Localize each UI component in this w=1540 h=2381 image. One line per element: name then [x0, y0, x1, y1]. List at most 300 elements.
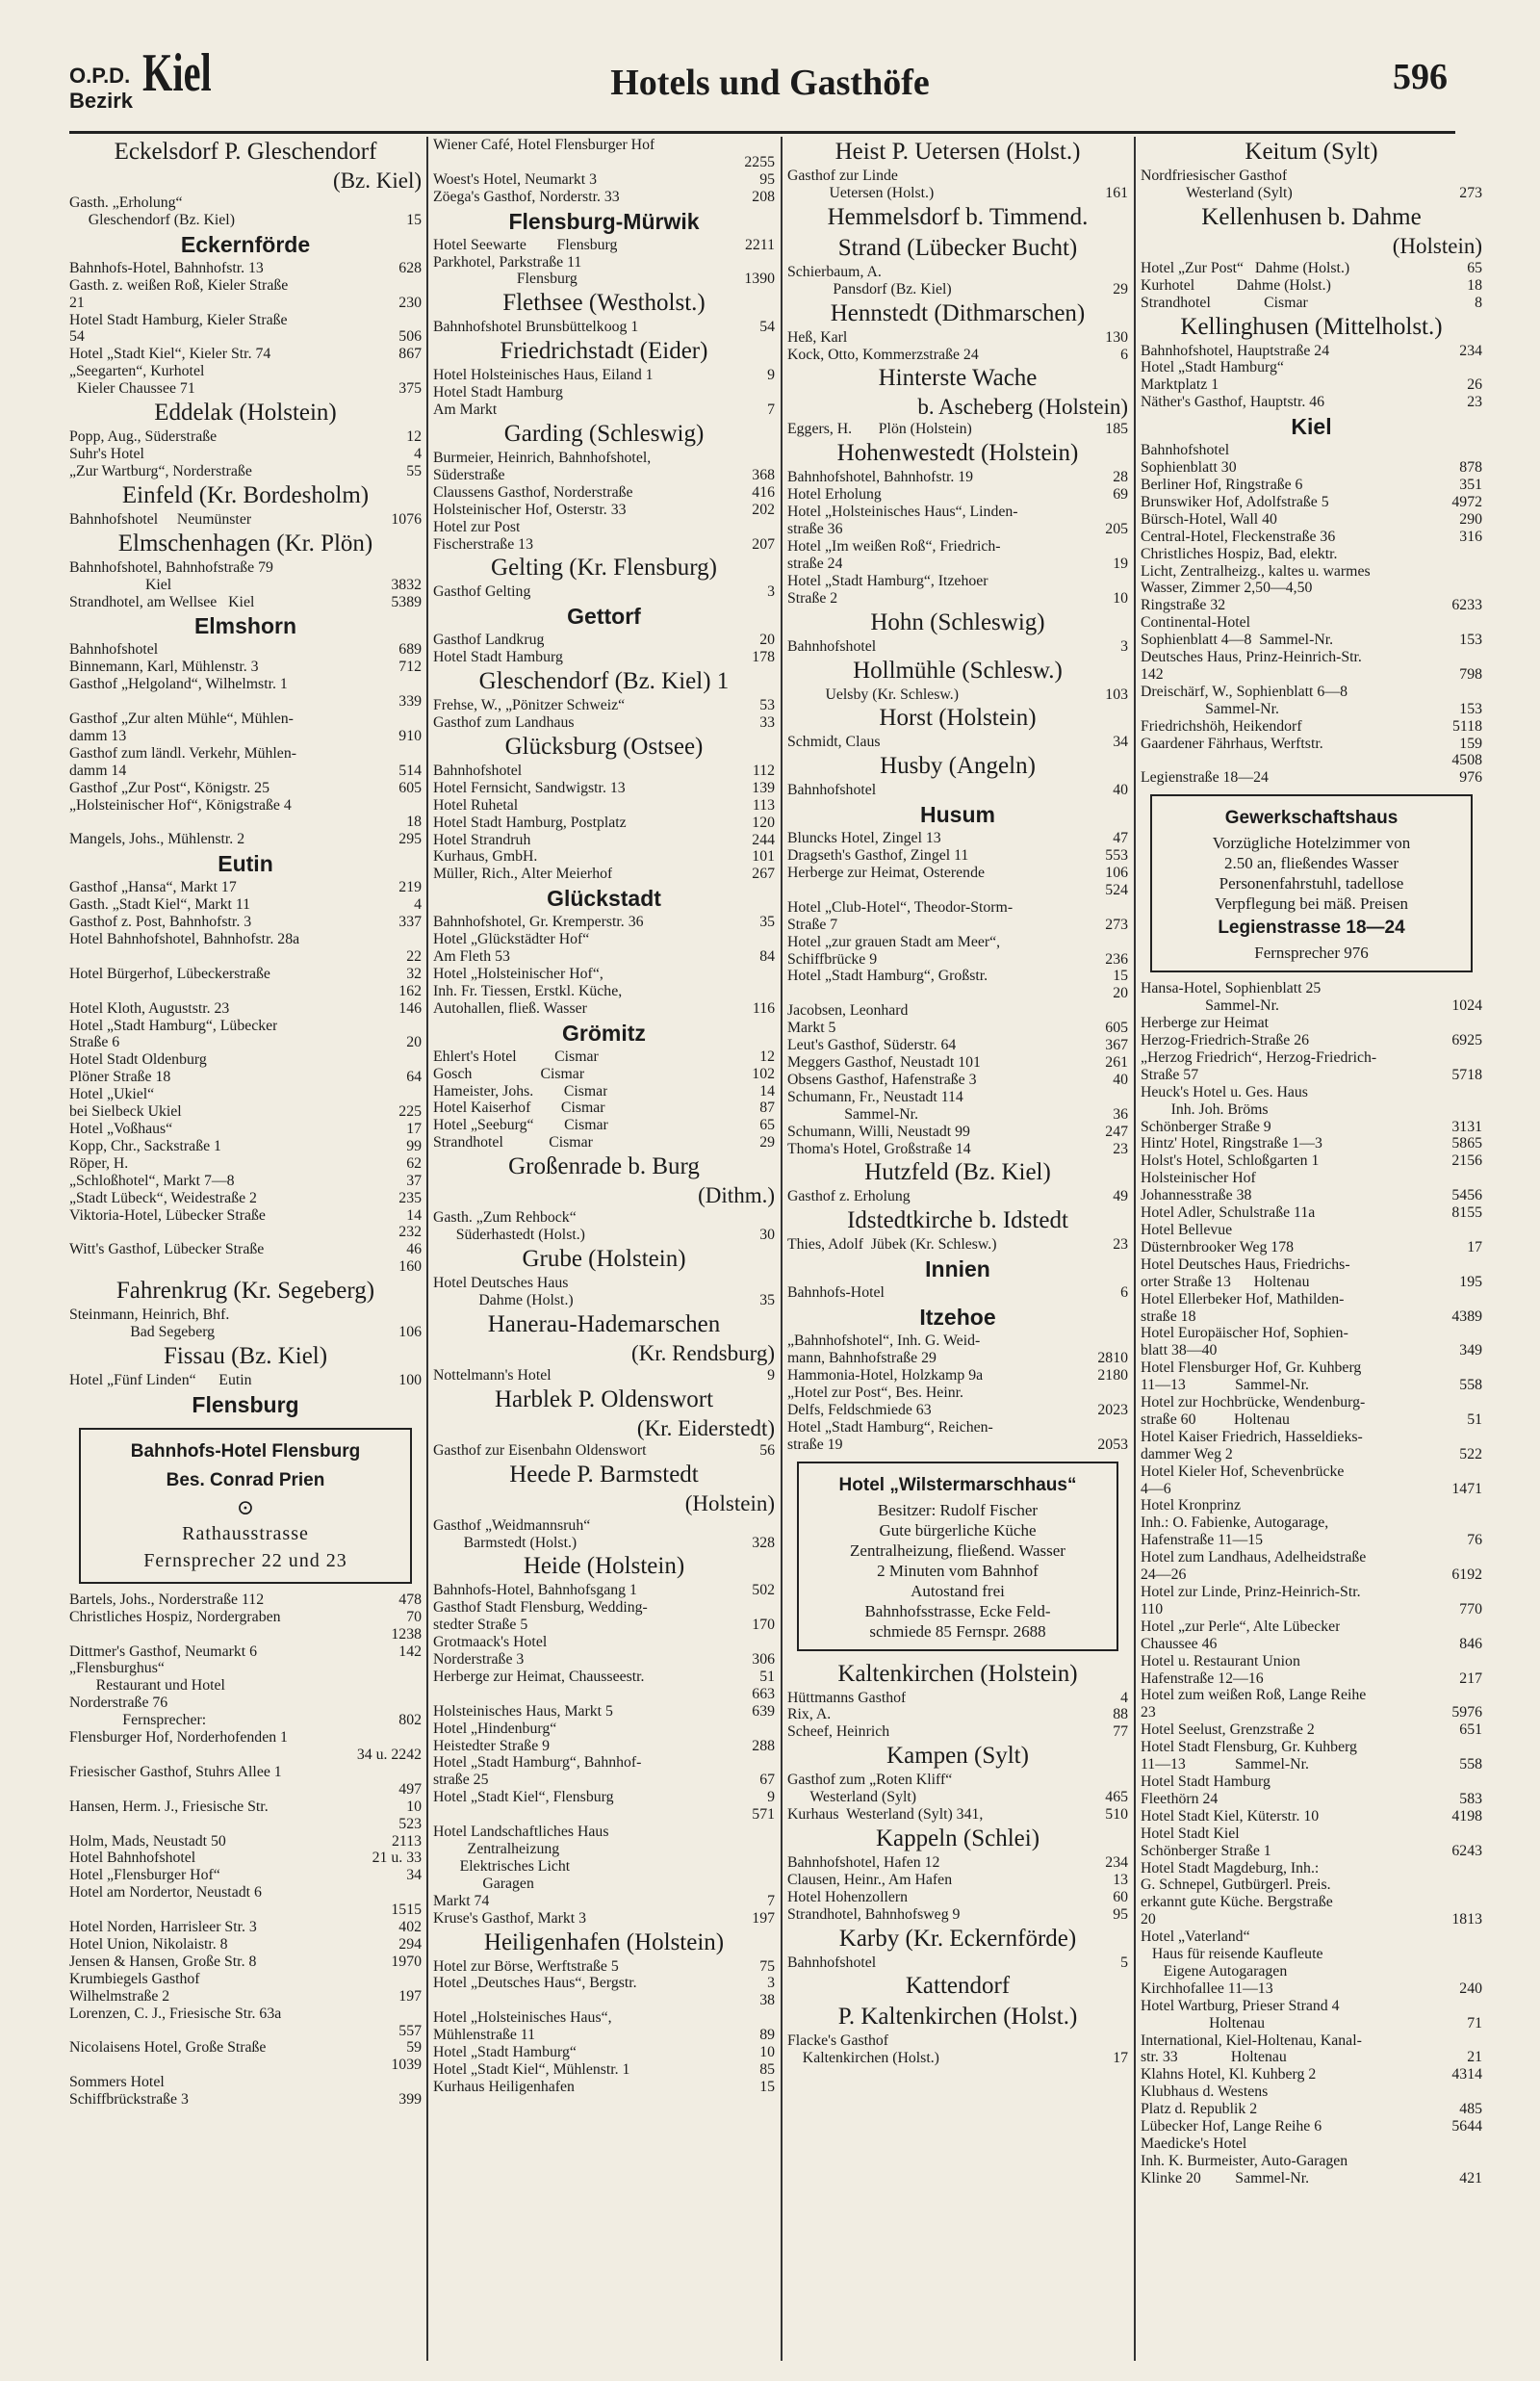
listing-entry [433, 1442, 775, 1460]
listing-entry [787, 847, 1128, 865]
listing-entry [69, 428, 422, 446]
listing-entry [1141, 1152, 1482, 1170]
listing-text: Gasthof „Helgoland“, Wilhelmstr. 1 [69, 676, 288, 693]
listing-text: Kopp, Chr., Sackstraße 1 [69, 1137, 221, 1154]
listing-text: Holsteinischer Hof, Osterstr. 33 [433, 501, 627, 518]
listing-entry [433, 1227, 775, 1244]
place-heading: Flensburg [192, 1391, 299, 1417]
ad-line: ⊙ [236, 1494, 255, 1519]
phone-number: 1471 [1451, 1480, 1482, 1497]
listing-text: Strandhotel, am Wellsee Kiel [69, 593, 255, 610]
listing-entry [1141, 752, 1482, 769]
listing-entry [69, 1884, 422, 1902]
phone-number: 4198 [1451, 1807, 1482, 1825]
phone-number: 62 [406, 1154, 422, 1172]
ad-line: Hotel „Wilstermarschhaus“ [838, 1474, 1077, 1495]
listing-text: Hotel Seelust, Grenzstraße 2 [1141, 1721, 1315, 1739]
listing-entry [433, 714, 775, 732]
phone-number: 37 [406, 1172, 422, 1189]
listing-entry [787, 1072, 1128, 1089]
listing-text: Hotel Stadt Flensburg, Gr. Kuhberg [1141, 1739, 1357, 1756]
listing-entry [787, 1020, 1128, 1037]
listing-text: Elektrisches Licht [433, 1857, 571, 1875]
phone-number: 51 [1467, 1410, 1482, 1428]
listing-text: Hotel „Hindenburg“ [433, 1720, 557, 1737]
place-heading: P. Kaltenkirchen (Holst.) [837, 2004, 1078, 2031]
listing-text: str. 33 Holtenau [1141, 2049, 1287, 2066]
listing-entry [1141, 701, 1482, 718]
listing-text: Hotel Bahnhofshotel, Bahnhofstr. 28a [69, 931, 300, 947]
phone-number: 2156 [1451, 1152, 1482, 1170]
listing-entry [1141, 376, 1482, 394]
listing-entry [69, 2057, 422, 2074]
page-title: Hotels und Gasthöfe [610, 63, 930, 103]
listing-text: Kieler Chaussee 71 [69, 380, 195, 398]
listing-text: Suhr's Hotel [69, 445, 144, 462]
listing-entry [433, 536, 775, 554]
listing-text: Licht, Zentralheizg., kaltes u. warmes [1141, 562, 1371, 580]
phone-number: 5644 [1451, 2118, 1482, 2135]
phone-number: 9 [767, 1789, 775, 1806]
listing-entry [433, 948, 775, 966]
phone-number: 605 [398, 779, 422, 796]
listing-text: Bahnhofshotel [787, 1954, 877, 1971]
listing-entry [787, 1188, 1128, 1205]
listing-entry [433, 1275, 775, 1292]
listing-entry [1141, 2032, 1482, 2050]
phone-number [1478, 980, 1482, 997]
listing-entry [787, 421, 1128, 438]
listing-entry [433, 367, 775, 384]
listing-entry [433, 1738, 775, 1755]
listing-text: Schmidt, Claus [787, 734, 881, 751]
phone-number: 36 [1113, 1105, 1128, 1123]
listing-text: Rix, A. [787, 1706, 832, 1723]
listing-text: Meggers Gasthof, Neustadt 101 [787, 1054, 981, 1071]
phone-number: 663 [752, 1685, 775, 1702]
phone-number: 240 [1459, 1980, 1482, 1997]
listing-text: „Bahnhofshotel“, Inh. G. Weid- [787, 1333, 981, 1350]
listing-entry [1141, 459, 1482, 477]
phone-number: 55 [406, 462, 422, 479]
listing-entry [69, 728, 422, 745]
phone-number: 465 [1105, 1789, 1128, 1806]
advertisement-box [797, 1462, 1118, 1651]
listing-text: Hotel „Holsteinischer Hof“, [433, 966, 603, 982]
phone-number: 29 [1113, 280, 1128, 298]
phone-number [1124, 504, 1128, 521]
phone-number: 1238 [391, 1625, 422, 1643]
phone-number: 95 [759, 170, 775, 188]
listing-entry [787, 882, 1128, 899]
phone-number: 162 [398, 982, 422, 999]
phone-number: 6 [1120, 1284, 1128, 1302]
listing-text: Sammel-Nr. [1141, 997, 1279, 1015]
phone-number: 416 [752, 483, 775, 501]
phone-number [771, 1275, 775, 1292]
listing-text: Gleschendorf (Bz. Kiel) [69, 211, 235, 228]
listing-entry [787, 1889, 1128, 1906]
listing-text: Hotel Norden, Harrisleer Str. 3 [69, 1919, 257, 1936]
listing-entry [433, 931, 775, 948]
listing-entry [433, 649, 775, 666]
phone-number [1478, 359, 1482, 376]
listing-entry [1141, 529, 1482, 546]
listing-text: Autohallen, fließ. Wasser [433, 999, 587, 1017]
phone-number: 146 [398, 999, 422, 1017]
phone-number [1478, 563, 1482, 581]
phone-number [418, 797, 422, 815]
place-subheading: (Bz. Kiel) [333, 168, 422, 193]
listing-entry [787, 968, 1128, 985]
listing-entry [69, 983, 422, 1000]
listing-entry [433, 1000, 775, 1018]
listing-entry [1141, 2083, 1482, 2101]
listing-text: Markt 74 [433, 1892, 490, 1909]
listing-text: Sophienblatt 4—8 Sammel-Nr. [1141, 632, 1334, 649]
listing-text: 54 [69, 328, 85, 346]
phone-number [418, 277, 422, 295]
listing-entry [787, 1385, 1128, 1402]
listing-text: „Zur Wartburg“, Norderstraße [69, 462, 252, 479]
phone-number: 2180 [1097, 1366, 1128, 1384]
phone-number: 195 [1459, 1273, 1482, 1290]
phone-number: 234 [1105, 1853, 1128, 1871]
listing-entry [1141, 1032, 1482, 1049]
listing-entry [1141, 2101, 1482, 2118]
listing-entry [69, 1867, 422, 1884]
phone-number [1478, 546, 1482, 563]
phone-number [771, 931, 775, 948]
listing-entry [433, 271, 775, 288]
phone-number [771, 1876, 775, 1893]
phone-number: 244 [752, 831, 775, 848]
listing-text: Hotel „Holsteinisches Haus“, Linden- [787, 504, 1018, 521]
listing-text: Straße 7 [787, 916, 838, 933]
listing-entry [433, 1367, 775, 1385]
listing-entry [1141, 277, 1482, 295]
listing-entry [1141, 1756, 1482, 1773]
listing-entry [433, 1703, 775, 1721]
listing-text: Hotel „Vaterland“ [1141, 1928, 1250, 1946]
phone-number: 4314 [1451, 2066, 1482, 2083]
phone-number [1478, 1963, 1482, 1980]
listing-text: Scheef, Heinrich [787, 1723, 890, 1741]
place-heading: Grömitz [562, 1020, 646, 1046]
phone-number: 18 [1467, 276, 1482, 294]
listing-entry [433, 1806, 775, 1824]
listing-text: Bahnhofs-Hotel [787, 1284, 885, 1302]
listing-entry [1141, 1256, 1482, 1274]
page-header [0, 0, 1540, 144]
listing-entry [433, 1772, 775, 1789]
listing-entry [787, 1419, 1128, 1436]
phone-number: 101 [752, 848, 775, 866]
listing-text: Parkhotel, Parkstraße 11 [433, 253, 582, 271]
phone-number: 294 [398, 1935, 422, 1953]
place-heading: Heede P. Barmstedt [509, 1461, 699, 1488]
listing-entry [1141, 1946, 1482, 1963]
phone-number [1478, 2032, 1482, 2050]
phone-number: 3832 [391, 576, 422, 593]
listing-text: Chaussee 46 [1141, 1635, 1218, 1652]
ad-line: Zentralheizung, fließend. Wasser [850, 1540, 1065, 1560]
listing-text: Bahnhofs-Hotel, Bahnhofstr. 13 [69, 259, 264, 276]
listing-text: Hotel Erholung [787, 486, 882, 504]
listing-entry [433, 1083, 775, 1100]
phone-number: 5 [1120, 1954, 1128, 1971]
listing-text: Thoma's Hotel, Großstraße 14 [787, 1140, 971, 1157]
place-heading: Gleschendorf (Bz. Kiel) 1 [478, 668, 730, 695]
listing-entry [69, 1799, 422, 1816]
phone-number: 142 [398, 1643, 422, 1660]
listing-text: Gasth. z. weißen Roß, Kieler Straße [69, 276, 289, 294]
phone-number: 867 [398, 346, 422, 363]
listing-text: orter Straße 13 Holtenau [1141, 1273, 1310, 1290]
phone-number [418, 1764, 422, 1781]
listing-entry [69, 896, 422, 914]
listing-text: Kiel [69, 576, 172, 593]
listing-text: Bahnhofshotel, Bahnhofstr. 19 [787, 469, 974, 486]
phone-number [771, 1517, 775, 1535]
listing-text: Hotel Holsteinisches Haus, Eiland 1 [433, 367, 654, 384]
listing-text: Inh. Fr. Tiessen, Erstkl. Küche, [433, 982, 623, 999]
phone-number: 5389 [391, 593, 422, 610]
phone-number: 46 [406, 1241, 422, 1258]
phone-number: 3 [767, 583, 775, 601]
listing-text: Bahnhofshotel [69, 641, 159, 659]
phone-number: 3 [767, 1975, 775, 1992]
phone-number: 514 [398, 762, 422, 779]
phone-number [418, 1018, 422, 1035]
phone-number: 18 [406, 814, 422, 831]
listing-entry [1141, 295, 1482, 312]
phone-number: 159 [1459, 735, 1482, 752]
listing-text: Hotel Bürgerhof, Lübeckerstraße [69, 965, 270, 982]
ad-line: Bes. Conrad Prien [166, 1469, 325, 1490]
place-subheading: (Dithm.) [698, 1183, 775, 1208]
listing-entry [69, 1712, 422, 1729]
phone-number: 54 [759, 319, 775, 336]
listing-entry [69, 1626, 422, 1643]
listing-text: Bad Segeberg [69, 1324, 216, 1341]
phone-number: 207 [752, 535, 775, 553]
listing-text: Gasth. „Zum Rehbock“ [433, 1209, 577, 1227]
listing-entry [787, 686, 1128, 704]
listing-entry [1141, 2015, 1482, 2032]
listing-entry [433, 1975, 775, 1992]
listing-text: Hotel zum Landhaus, Adelheidstraße [1141, 1549, 1367, 1566]
phone-number [418, 1307, 422, 1324]
listing-text: mann, Bahnhofstraße 29 [787, 1350, 937, 1367]
ad-line: 2.50 an, fließendes Wasser [1223, 854, 1399, 873]
phone-number: 261 [1105, 1054, 1128, 1071]
listing-entry [433, 1292, 775, 1309]
phone-number: 23 [1113, 1140, 1128, 1157]
listing-text: Platz d. Republik 2 [1141, 2101, 1258, 2118]
listing-entry [787, 1436, 1128, 1454]
listing-entry [69, 641, 422, 659]
listing-text: Näther's Gasthof, Hauptstr. 46 [1141, 394, 1325, 411]
listing-entry [433, 1048, 775, 1066]
phone-number: 4972 [1451, 493, 1482, 510]
phone-number: 202 [752, 501, 775, 518]
place-heading: Flensburg-Mürwik [508, 208, 700, 234]
listing-entry [1141, 511, 1482, 529]
ad-line: Bahnhofsstrasse, Ecke Feld- [864, 1601, 1051, 1620]
listing-entry [1141, 1325, 1482, 1342]
listing-entry [1141, 1584, 1482, 1601]
listing-text: Obsens Gasthof, Hafenstraße 3 [787, 1071, 977, 1088]
listing-text: Bahnhofshotel, Hauptstraße 24 [1141, 342, 1330, 359]
listing-entry [1141, 1015, 1482, 1032]
listing-text: Hotel Deutsches Haus, Friedrichs- [1141, 1255, 1350, 1273]
listing-entry [1141, 684, 1482, 701]
phone-number [1478, 1739, 1482, 1756]
phone-number: 6233 [1451, 597, 1482, 614]
listing-text: Dragseth's Gasthof, Zingel 11 [787, 847, 969, 865]
listing-text: Ehlert's Hotel Cismar [433, 1048, 599, 1065]
listing-entry [69, 594, 422, 611]
listing-entry [787, 1906, 1128, 1924]
phone-number: 5718 [1451, 1066, 1482, 1083]
listing-text: erkannt gute Küche. Bergstraße [1141, 1894, 1333, 1911]
listing-text: Hotel „Holsteinisches Haus“, [433, 2009, 612, 2027]
listing-text: Hotel „Stadt Hamburg“, Reichen- [787, 1418, 993, 1436]
listing-entry [787, 917, 1128, 934]
place-heading: Hohn (Schleswig) [870, 608, 1045, 635]
phone-number: 84 [759, 948, 775, 966]
listing-text: Fernsprecher: [69, 1712, 207, 1729]
listing-text: Hotel „Stadt Kiel“, Mühlenstr. 1 [433, 2060, 630, 2078]
listing-text: Nottelmann's Hotel [433, 1366, 552, 1384]
phone-number: 59 [406, 2039, 422, 2057]
listing-entry [787, 573, 1128, 590]
listing-entry [433, 1669, 775, 1686]
listing-text: Kirchhofallee 11—13 [1141, 1980, 1273, 1997]
phone-number [1478, 614, 1482, 632]
listing-text: Hotel Ruhetal [433, 796, 519, 814]
listing-entry [787, 1236, 1128, 1254]
listing-text: Legienstraße 18—24 [1141, 769, 1269, 787]
listing-text: Holm, Mads, Neustadt 50 [69, 1832, 226, 1850]
phone-number: 6192 [1451, 1566, 1482, 1584]
listing-text: Lorenzen, C. J., Friesische Str. 63a [69, 2005, 282, 2022]
phone-number: 34 u. 2242 [356, 1747, 422, 1763]
listing-entry [69, 966, 422, 983]
listing-text: Bahnhofshotel [787, 637, 877, 655]
listing-entry [433, 1582, 775, 1599]
listing-text: Gaardener Fährhaus, Werftstr. [1141, 735, 1323, 752]
phone-number: 802 [398, 1712, 422, 1729]
listing-entry [433, 1634, 775, 1651]
listing-text: Plöner Straße 18 [69, 1069, 171, 1086]
phone-number: 103 [1105, 686, 1128, 703]
phone-number: 605 [1105, 1020, 1128, 1037]
phone-number [1478, 1653, 1482, 1670]
phone-number: 51 [759, 1668, 775, 1685]
phone-number [418, 1884, 422, 1902]
listing-text: damm 13 [69, 727, 127, 744]
phone-number: 712 [398, 659, 422, 676]
phone-number: 288 [752, 1737, 775, 1754]
listing-text: „Seegarten“, Kurhotel [69, 363, 205, 380]
listing-text: Fischerstraße 13 [433, 535, 533, 553]
listing-entry [1141, 260, 1482, 277]
listing-entry [1141, 649, 1482, 666]
listing-entry [787, 264, 1128, 281]
listing-text: stedter Straße 5 [433, 1617, 528, 1634]
phone-number: 20 [759, 632, 775, 649]
place-subheading: (Kr. Eiderstedt) [636, 1415, 775, 1440]
listing-entry [69, 1069, 422, 1086]
phone-number: 15 [1113, 968, 1128, 985]
ad-line: schmiede 85 Fernspr. 2688 [869, 1621, 1046, 1641]
phone-number: 225 [398, 1103, 422, 1121]
phone-number: 76 [1467, 1532, 1482, 1549]
listing-text: Norderstraße 76 [69, 1695, 168, 1712]
phone-number: 230 [398, 294, 422, 311]
phone-number: 85 [759, 2060, 775, 2078]
listing-text: Bahnhofshotel [433, 762, 523, 779]
listing-text: Strandhotel Cismar [1141, 294, 1308, 311]
phone-number [418, 1660, 422, 1677]
listing-entry [787, 590, 1128, 608]
listing-entry [433, 1651, 775, 1669]
phone-number: 35 [759, 1291, 775, 1308]
listing-entry [1141, 1636, 1482, 1653]
listing-text: straße 19 [787, 1436, 843, 1453]
phone-number: 236 [1105, 950, 1128, 968]
phone-number: 2023 [1097, 1401, 1128, 1418]
listing-text: International, Kiel-Holtenau, Kanal- [1141, 2032, 1362, 2049]
listing-text: Hotel „Glückstädter Hof“ [433, 931, 590, 948]
place-heading: Innien [925, 1256, 990, 1282]
phone-number [1478, 1325, 1482, 1342]
listing-text: Bahnhofs-Hotel, Bahnhofsgang 1 [433, 1582, 637, 1599]
listing-entry [1141, 1411, 1482, 1429]
listing-entry [1141, 1860, 1482, 1877]
place-heading: Kattendorf [905, 1973, 1011, 2000]
listing-entry [1141, 1653, 1482, 1670]
listing-text: Gasthof zur Eisenbahn Oldenswort [433, 1441, 647, 1459]
listing-text: Bluncks Hotel, Zingel 13 [787, 830, 941, 847]
listing-entry [433, 1789, 775, 1806]
listing-text: Kurhaus, GmbH. [433, 848, 538, 866]
place-subheading: (Holstein) [1392, 233, 1482, 258]
listing-entry [1141, 1101, 1482, 1119]
listing-text: Hotel u. Restaurant Union [1141, 1652, 1300, 1669]
phone-number: 30 [759, 1227, 775, 1244]
listing-entry [433, 763, 775, 780]
place-heading: Hemmelsdorf b. Timmend. [827, 203, 1089, 230]
listing-text: Gasth. „Erholung“ [69, 194, 183, 211]
listing-entry [1141, 394, 1482, 411]
listing-text: Kaltenkirchen (Holst.) [787, 2050, 939, 2067]
place-heading: Eutin [218, 851, 273, 877]
phone-number [771, 966, 775, 983]
listing-entry [787, 1723, 1128, 1741]
listing-entry [69, 1018, 422, 1035]
listing-text: „Herzog Friedrich“, Herzog-Friedrich- [1141, 1048, 1377, 1066]
listing-text: Hotel „Stadt Hamburg“ [433, 2044, 577, 2061]
listing-text: Schiffbrücke 9 [787, 950, 878, 968]
phone-number [418, 745, 422, 763]
listing-entry [1141, 2066, 1482, 2083]
listing-entry [1141, 2170, 1482, 2187]
listing-entry [787, 329, 1128, 347]
place-heading: Garding (Schleswig) [503, 420, 705, 447]
